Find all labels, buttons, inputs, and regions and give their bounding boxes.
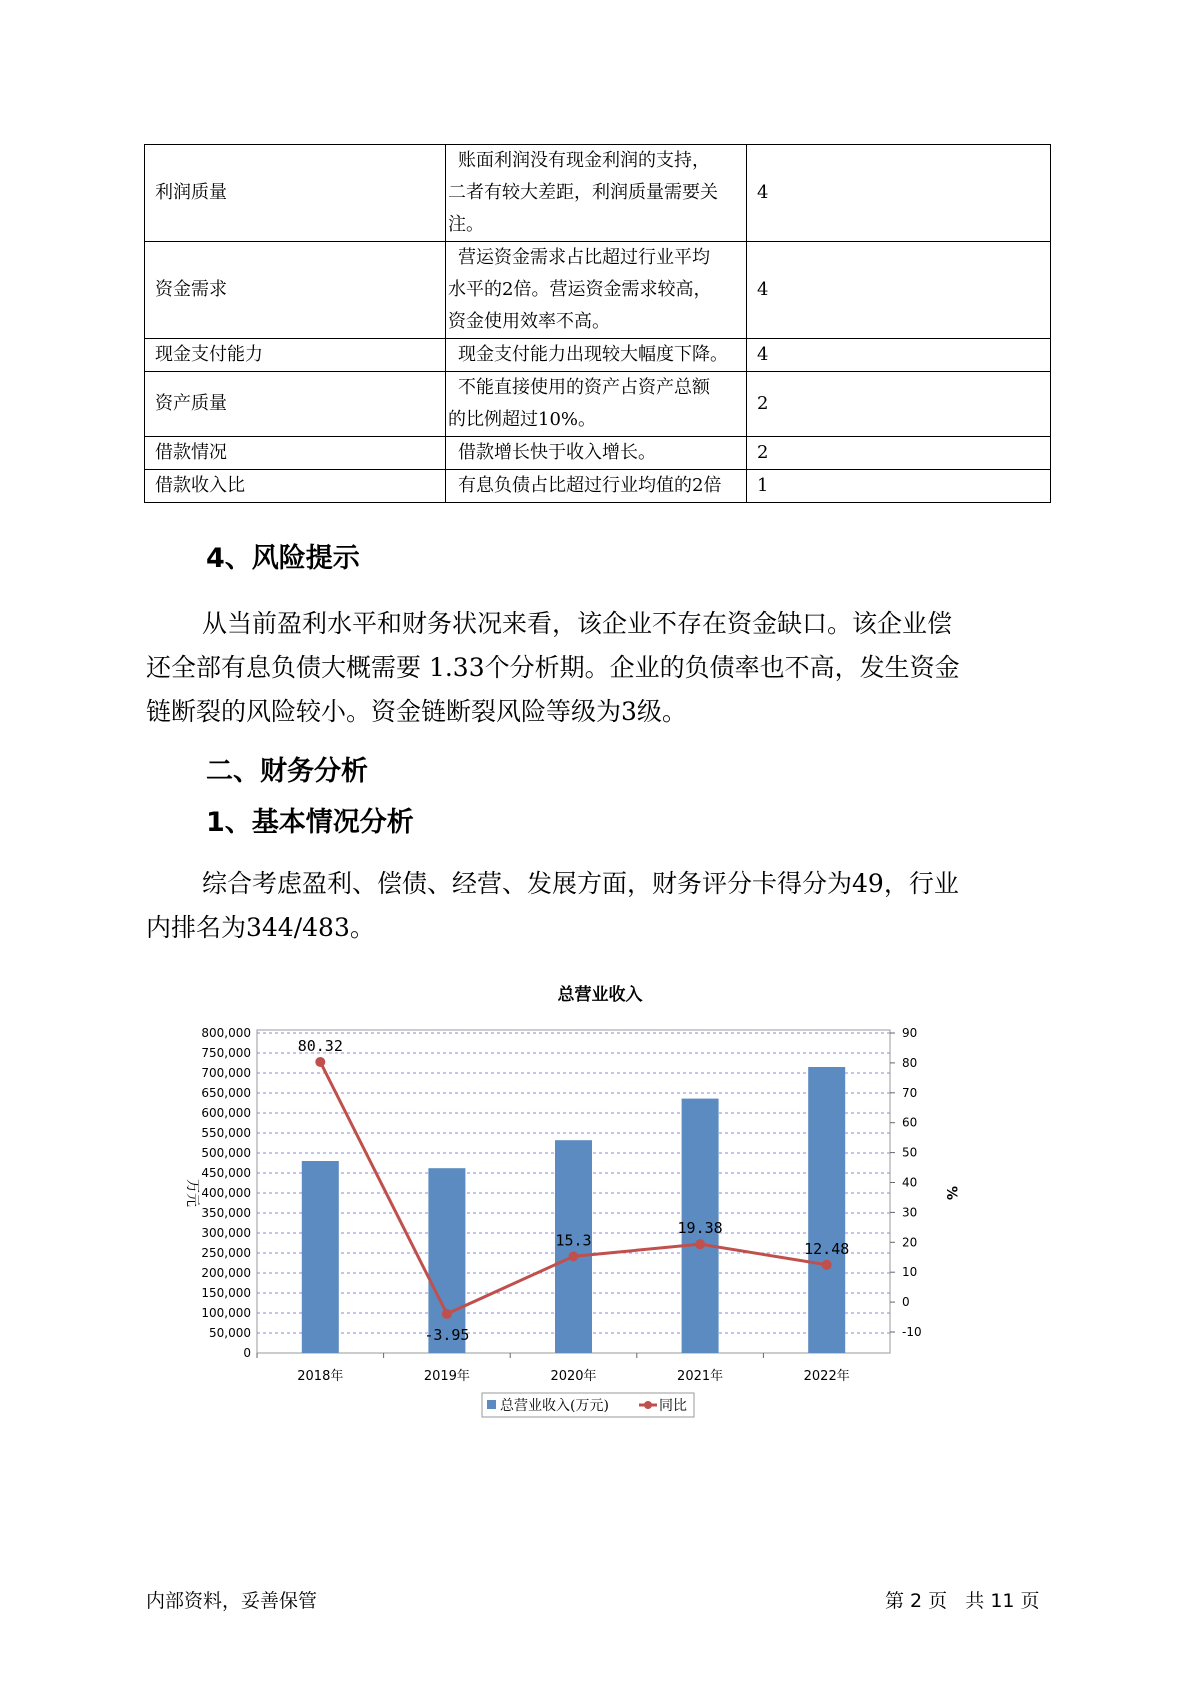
- legend-line-label: 同比: [659, 1398, 687, 1414]
- risk-table-row: [145, 339, 1051, 372]
- risk-item-description: [446, 372, 747, 437]
- basic-line-2: 内排名为344/483。: [146, 913, 375, 942]
- risk-table-row: [145, 145, 1051, 242]
- revenue-chart: [160, 970, 990, 1440]
- financial-analysis-heading: 二、财务分析: [206, 756, 368, 787]
- risk-item-description: [446, 145, 747, 242]
- risk-item-description: [446, 470, 747, 503]
- risk-table-row: [145, 372, 1051, 437]
- risk-item-score: 4: [747, 339, 1051, 372]
- yoy-data-label: 12.48: [804, 1239, 850, 1258]
- legend-bar-swatch: [487, 1400, 496, 1409]
- yoy-point: [442, 1309, 452, 1319]
- risk-table-row: [145, 242, 1051, 339]
- risk-item-name: 资产质量: [145, 372, 446, 437]
- risk-description-line: 二者有较大差距，利润质量需要关: [448, 182, 718, 203]
- risk-line-1: 从当前盈利水平和财务状况来看，该企业不存在资金缺口。该企业偿: [202, 609, 953, 638]
- risk-description-line: 水平的2倍。营运资金需求较高，: [448, 279, 712, 300]
- risk-table-row: [145, 470, 1051, 503]
- y-tick-label: 750,000: [201, 1046, 251, 1060]
- risk-description-line: 账面利润没有现金利润的支持，: [458, 150, 710, 171]
- y-tick-label: 450,000: [201, 1166, 251, 1180]
- risk-description-line: 注。: [448, 214, 484, 235]
- y-tick-label: 150,000: [201, 1286, 251, 1300]
- risk-item-score: 4: [747, 242, 1051, 339]
- y-tick-label: 350,000: [201, 1206, 251, 1220]
- yoy-data-label: 15.3: [555, 1231, 592, 1250]
- x-tick-label: 2018年: [297, 1369, 344, 1384]
- basic-analysis-heading: 1、基本情况分析: [206, 807, 414, 838]
- risk-description-line: 现金支付能力出现较大幅度下降。: [458, 344, 728, 365]
- y2-tick-label: 60: [902, 1115, 918, 1130]
- y2-tick-label: 70: [902, 1085, 918, 1100]
- y2-tick-label: 90: [902, 1026, 918, 1040]
- y2-tick-label: 80: [902, 1055, 918, 1070]
- risk-table-row: [145, 437, 1051, 470]
- revenue-bar: [808, 1067, 845, 1353]
- y-tick-label: 650,000: [201, 1086, 251, 1100]
- chart-title: 总营业收入: [557, 985, 643, 1005]
- risk-item-description: [446, 437, 747, 470]
- yoy-point: [315, 1057, 325, 1067]
- legend-bar-label: 总营业收入(万元): [500, 1398, 609, 1414]
- risk-item-name: 利润质量: [145, 145, 446, 242]
- risk-line-3: 链断裂的风险较小。资金链断裂风险等级为3级。: [146, 697, 687, 726]
- y-tick-label: 700,000: [201, 1066, 251, 1080]
- risk-heading: 4、风险提示: [206, 543, 360, 574]
- y-tick-label: 800,000: [201, 1026, 251, 1040]
- yoy-point: [569, 1251, 579, 1261]
- revenue-bar: [302, 1161, 339, 1353]
- risk-description-line: 资金使用效率不高。: [448, 311, 610, 332]
- y2-tick-label: 0: [902, 1295, 910, 1310]
- yoy-point: [822, 1260, 832, 1270]
- risk-item-score: 1: [747, 470, 1051, 503]
- y2-tick-label: -10: [902, 1325, 922, 1339]
- footer-left: 内部资料，妥善保管: [146, 1590, 318, 1612]
- x-tick-label: 2022年: [803, 1369, 850, 1384]
- revenue-chart-svg: [160, 970, 990, 1440]
- risk-item-name: 现金支付能力: [145, 339, 446, 372]
- yoy-data-label: -3.95: [424, 1325, 470, 1344]
- footer-page-number: 第 2 页 共 11 页: [885, 1590, 1040, 1612]
- y-axis-label: 万元: [184, 1179, 200, 1207]
- y-tick-label: 550,000: [201, 1126, 251, 1140]
- y2-tick-label: 30: [902, 1205, 918, 1220]
- risk-description-line: 营运资金需求占比超过行业平均: [458, 247, 710, 268]
- y-tick-label: 600,000: [201, 1106, 251, 1120]
- risk-item-score: 2: [747, 437, 1051, 470]
- y-tick-label: 50,000: [209, 1326, 251, 1340]
- y2-tick-label: 50: [902, 1145, 918, 1160]
- risk-table: [144, 144, 1051, 503]
- y2-tick-label: 20: [902, 1235, 918, 1250]
- risk-item-name: 借款收入比: [145, 470, 446, 503]
- risk-description-line: 借款增长快于收入增长。: [458, 442, 656, 463]
- y-tick-label: 400,000: [201, 1186, 251, 1200]
- risk-item-name: 借款情况: [145, 437, 446, 470]
- x-tick-label: 2019年: [423, 1369, 470, 1384]
- x-tick-label: 2021年: [677, 1369, 724, 1384]
- x-tick-label: 2020年: [550, 1369, 597, 1384]
- y2-tick-label: 40: [902, 1175, 918, 1190]
- yoy-point: [695, 1239, 705, 1249]
- risk-item-name: 资金需求: [145, 242, 446, 339]
- y-tick-label: 250,000: [201, 1246, 251, 1260]
- risk-item-score: 4: [747, 145, 1051, 242]
- yoy-data-label: 80.32: [297, 1036, 343, 1055]
- y-tick-label: 0: [243, 1346, 251, 1360]
- y-tick-label: 100,000: [201, 1306, 251, 1320]
- risk-item-description: [446, 339, 747, 372]
- y-tick-label: 300,000: [201, 1226, 251, 1240]
- risk-item-score: 2: [747, 372, 1051, 437]
- y-tick-label: 200,000: [201, 1266, 251, 1280]
- yoy-data-label: 19.38: [677, 1219, 723, 1238]
- risk-description-line: 不能直接使用的资产占资产总额: [458, 377, 710, 398]
- y2-axis-label: %: [943, 1185, 959, 1201]
- y2-tick-label: 10: [902, 1265, 918, 1280]
- legend-line-marker: [644, 1401, 652, 1409]
- risk-line-2: 还全部有息负债大概需要 1.33个分析期。企业的负债率也不高，发生资金: [146, 653, 960, 682]
- basic-paragraph: [146, 862, 1058, 950]
- risk-description-line: 的比例超过10%。: [448, 409, 597, 430]
- risk-item-description: [446, 242, 747, 339]
- basic-line-1: 综合考虑盈利、偿债、经营、发展方面，财务评分卡得分为49，行业: [202, 869, 959, 898]
- risk-description-line: 有息负债占比超过行业均值的2倍: [458, 475, 722, 496]
- y-tick-label: 500,000: [201, 1146, 251, 1160]
- risk-paragraph: [146, 602, 1058, 734]
